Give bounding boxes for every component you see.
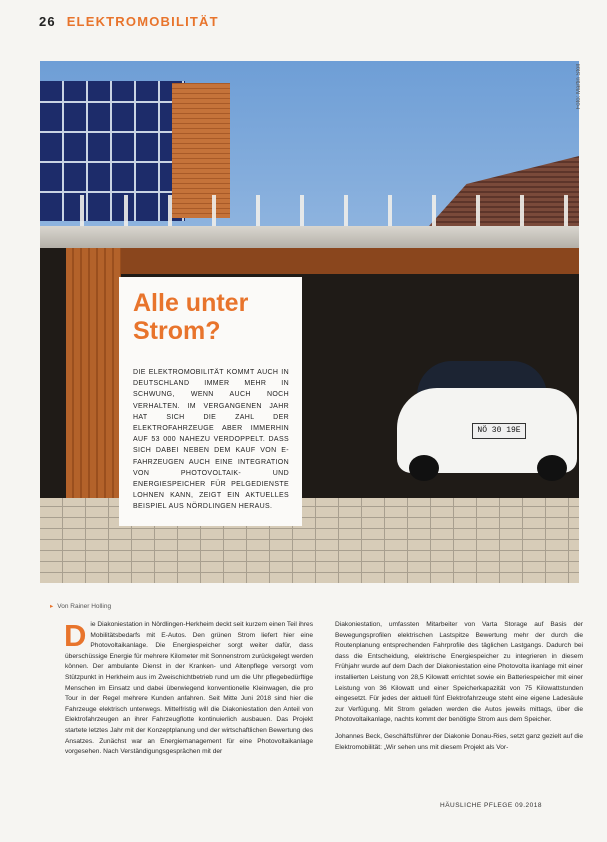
byline [50, 602, 111, 610]
byline-text: Von Rainer Holling [57, 603, 112, 610]
photo-credit: Foto: Martin Stoll [576, 64, 582, 110]
article-paragraph [65, 620, 313, 758]
carport-beam [120, 248, 579, 274]
car-license-plate: NÖ 30 19E [472, 423, 526, 439]
article-paragraph: Johannes Beck, Geschäftsführer der Diakonie Donau-Ries, setzt ganz gezielt auf die Elektromobilität: „Wir sehen uns mit diesem Projekt als Vor- [335, 732, 583, 751]
section-title: ELEKTROMOBILITÄT [66, 14, 219, 29]
article-title: Alle unter Strom? [133, 289, 249, 345]
article-column-1 [65, 620, 313, 764]
electric-car [397, 353, 577, 483]
carport-roof-skylights [40, 195, 579, 227]
page-footer: HÄUSLICHE PFLEGE 09.2018 [440, 802, 542, 809]
byline-marker-icon: ▸ [50, 603, 54, 610]
car-wheel-right [537, 455, 567, 481]
drop-cap: D [64, 618, 87, 653]
article-body [65, 620, 583, 764]
paragraph-text: ie Diakoniestation in Nördlingen-Herkheim deckt seit kurzem einen Teil ihres Mobilitätsbedarfs mit E-Autos. Den grünen Strom liefert hier eine Photovoltaikanlage. Die Energiespeicher sorgt weiter dafür, dass überschüssige Energie für mehrere Kilometer mit Sonnenstrom zurückgelegt werden können. Der ambulante Dienst in der Kranken- und Altenpflege versorgt vom Stützpunkt in Herkheim aus im Zweischichtbetrieb rund um die Uhr pflegebedürftige Menschen im Einsatz und dabei überwiegend konventionelle Kleinwagen, die pro Tour in der Regel mehrere Kunden anfahren. Seit Mitte Juni 2018 sind hier die Fahrzeuge elektrisch unterwegs. Mittelfristig will die Diakoniestation den Anteil von Elektrofahrzeugen an ihrer Fahrzeugflotte kontinuierlich ausbauen. Das Projekt startete letztes Jahr mit der Konzeptplanung und der wirtschaftlichen Bewertung des Ansatzes. Zunächst war an Energiemanagement für eine Photovoltaikanlage vorgesehen. Nach Verständigungsgesprächen mit der [65, 621, 313, 756]
carport-roof [40, 226, 579, 248]
article-lead: DIE ELEKTROMOBILITÄT KOMMT AUCH IN DEUTSCHLAND IMMER MEHR IN SCHWUNG, WENN AUCH NOCH VERHALTEN. IM VERGANGENEN JAHR HAT SICH DIE ZAHL DER ELEKTROFAHRZEUGE ABER IMMERHIN AUF 53 000 NAHEZU VERDOPPELT. DASS SICH DABEI NEBEN DEM KAUF VON E-FAHRZEUGEN AUCH EINE INTEGRATION VON PHOTOVOLTAIK- UND ENERGIESPEICHER FÜR PELGEDIENSTE LOHNEN KANN, ZEIGT EIN AKTUELLES BEISPIEL AUS NÖRDLINGEN HERAUS. [133, 369, 289, 511]
article-column-2 [335, 620, 583, 764]
article-paragraph: Diakoniestation, umfassten Mitarbeiter von Varta Storage auf Basis der Bewegungsprofilen elektrischen Lastspitze Bewertung mehr der durch die Routenplanung entsprechenden Fahrprofile des täglichen Lastgangs. Dadurch bei dass die Entscheidung, elektrische Energiespeicher zu integrieren in diesem Frühjahr wurde auf dem Dach der Diakoniestation eine Photovolta ikanlage mit einer installierten Leistung von 28,5 Kilowatt errichtet sowie ein Batteriespeicher mit einer Leistung von 36 Kilowatt und einer Speicherkapazität von 75 Kilowattstunden eingesetzt. Für jedes der aktuell fünf Elektrofahrzeuge steht eine eigene Ladesäule zur Verfügung. Mit Strom geladen werden die Autos jeweils mittags, über die Photovoltaikanlage, nachts kommt der benötigte Strom aus dem Speicher. [335, 621, 583, 724]
intro-box [119, 277, 302, 526]
page-number: 26 [39, 14, 56, 29]
car-wheel-left [409, 455, 439, 481]
page-header [39, 14, 219, 29]
